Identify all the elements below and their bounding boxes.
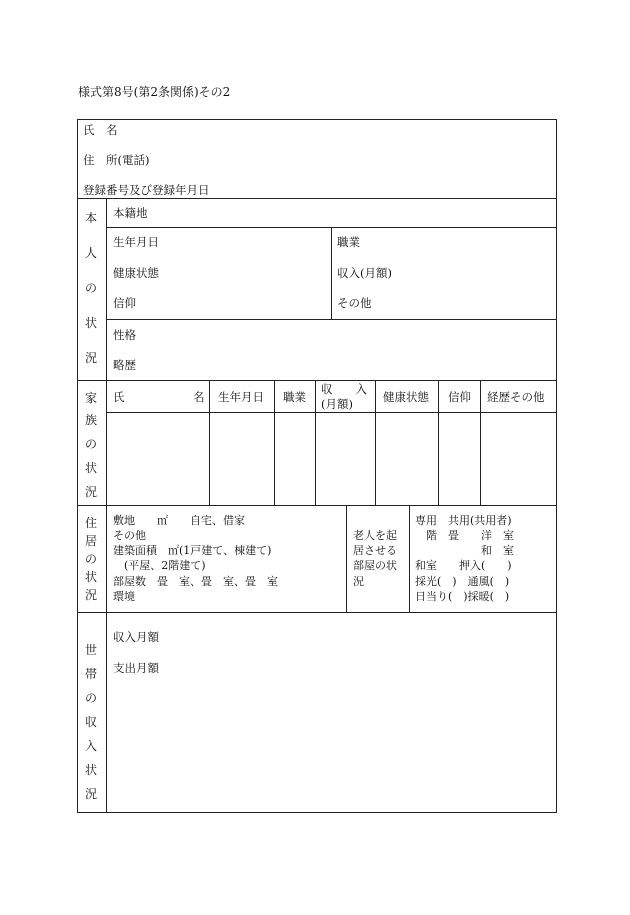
family-side-label: 家 族 の 状 況 — [84, 391, 97, 499]
rule — [106, 412, 557, 413]
personality-label: 性格 — [113, 328, 136, 342]
rule — [77, 198, 557, 199]
housing-right-line: 専用 共用(共用者) — [415, 514, 512, 527]
history-label: 略歴 — [113, 358, 136, 372]
rule — [438, 380, 439, 505]
housing-right-line: 採光( ) 通風( ) — [415, 575, 510, 588]
household-income-label: 収入月額 — [113, 630, 159, 644]
address-label: 住 所(電話) — [83, 153, 150, 167]
registration-label: 登録番号及び登録年月日 — [83, 183, 210, 197]
self-side-label: 本 人 の 状 況 — [84, 211, 97, 365]
family-col-health: 健康状態 — [383, 390, 429, 404]
household-side-label: 世 帯 の 収 入 状 況 — [84, 643, 97, 801]
family-col-income-1: 収 入 — [321, 382, 367, 396]
housing-right-line: 日当り( )採暖( ) — [415, 590, 510, 603]
rule — [375, 380, 376, 505]
rule — [106, 319, 557, 320]
housing-left-line: 部屋数 畳 室、畳 室、畳 室 — [113, 575, 278, 588]
household-expense-label: 支出月額 — [113, 661, 159, 675]
family-col-income-2: (月額) — [321, 397, 353, 411]
form-title: 様式第8号(第2条関係)その2 — [78, 85, 231, 99]
rule — [77, 380, 557, 381]
rule — [346, 505, 347, 612]
income-label: 収入(月額) — [337, 266, 392, 280]
housing-mid-line: 部屋の状 — [353, 559, 397, 572]
occupation-label: 職業 — [337, 235, 360, 249]
rule — [274, 380, 275, 505]
rule — [480, 380, 481, 505]
housing-mid-line: 居させる — [353, 544, 397, 557]
other-label: その他 — [337, 296, 372, 310]
housing-left-line: 環境 — [113, 590, 135, 603]
housing-mid-line: 老人を起 — [353, 529, 397, 542]
family-col-name-1: 氏 — [113, 390, 125, 404]
family-col-name-2: 名 — [193, 390, 205, 404]
housing-left-line: (平屋、2階建て) — [113, 559, 206, 572]
name-label: 氏 名 — [83, 123, 118, 137]
family-col-birth: 生年月日 — [218, 390, 264, 404]
family-col-history: 経歴その他 — [487, 390, 545, 404]
rule — [315, 380, 316, 505]
housing-left-line: 建築面積 ㎡(1戸建て、棟建て) — [113, 544, 272, 557]
rule — [77, 612, 557, 613]
family-col-occupation: 職業 — [283, 390, 306, 404]
housing-left-line: 敷地 ㎡ 自宅、借家 — [113, 514, 245, 527]
housing-side-label: 住 居 の 状 況 — [84, 516, 97, 602]
housing-right-line: 階 畳 洋 室 — [415, 529, 514, 542]
housing-mid-line: 況 — [353, 575, 364, 588]
health-label: 健康状態 — [113, 266, 159, 280]
form-table — [77, 119, 557, 813]
housing-left-line: その他 — [113, 529, 146, 542]
honseki-label: 本籍地 — [113, 206, 148, 220]
family-col-belief: 信仰 — [448, 390, 471, 404]
birth-label: 生年月日 — [113, 235, 159, 249]
rule — [331, 227, 332, 319]
housing-right-line: 和室 押入( ) — [415, 559, 512, 572]
rule — [409, 505, 410, 612]
belief-label: 信仰 — [113, 296, 136, 310]
rule — [77, 505, 557, 506]
rule — [209, 380, 210, 505]
rule — [106, 198, 107, 813]
housing-right-line: 和 室 — [415, 544, 514, 557]
